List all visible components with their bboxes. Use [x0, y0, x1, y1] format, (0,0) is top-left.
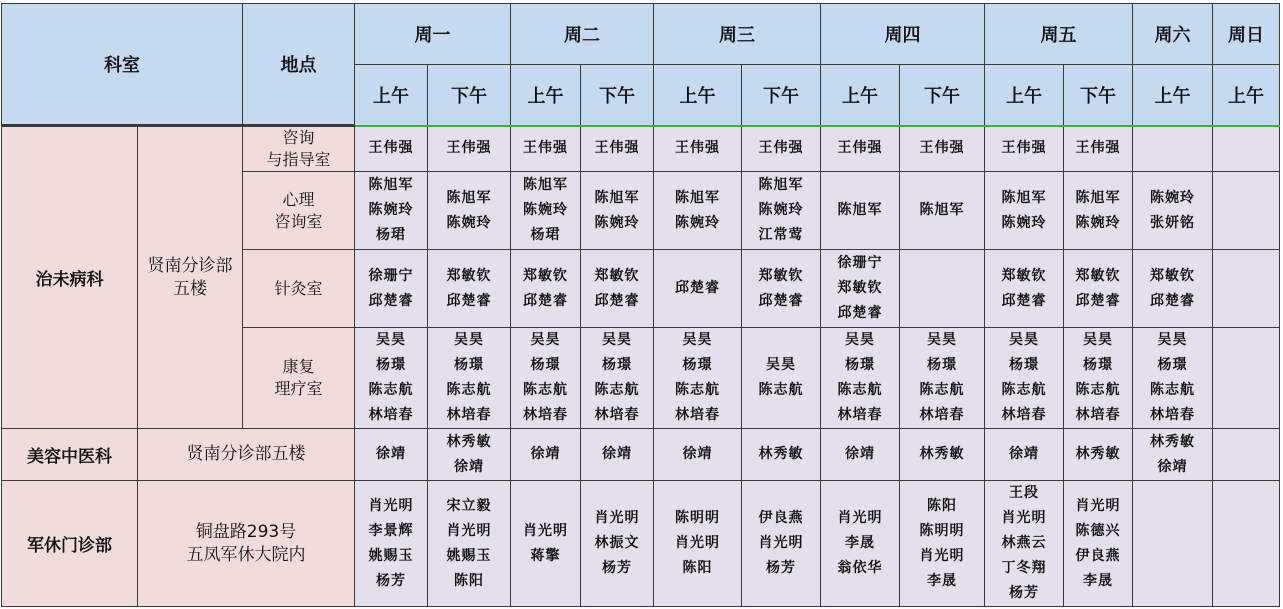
doctor-name: 杨璟: [376, 357, 406, 373]
doctor-name: 王伟强: [446, 140, 492, 157]
doctor-name: 王段: [1009, 485, 1039, 501]
doctor-name: 吴昊: [1157, 332, 1188, 348]
doctor-name: 吴昊: [927, 332, 957, 348]
schedule-cell: [511, 172, 581, 250]
doctor-name: 肖光明: [675, 535, 720, 551]
room-cell: [243, 250, 355, 328]
schedule-cell: [654, 328, 742, 429]
doctor-name: 吴昊: [1009, 332, 1039, 348]
schedule-cell: [900, 250, 985, 328]
header-slot: 上午: [511, 65, 581, 126]
doctor-name: 陈旭军: [1075, 189, 1121, 206]
doctor-name: 徐靖: [845, 446, 875, 462]
doctor-name: 肖光明: [758, 535, 804, 551]
room-name-line: 针灸室: [274, 278, 323, 298]
doctor-name: 徐靖: [530, 446, 561, 462]
doctor-name: 徐靖: [376, 446, 406, 462]
doctor-name: 陈志航: [1001, 382, 1047, 398]
schedule-cell: [1133, 250, 1213, 328]
doctor-name: 陈志航: [368, 382, 414, 398]
schedule-cell: [742, 429, 821, 481]
schedule-cell: [985, 126, 1064, 172]
schedule-cell: [428, 172, 511, 250]
schedule-cell: [1213, 328, 1280, 429]
schedule-cell: [654, 429, 742, 481]
doctor-name: 肖光明: [919, 547, 965, 564]
doctor-name: 吴昊: [682, 332, 713, 348]
doctor-name: 陈志航: [837, 382, 883, 398]
location-line: 五凤军休大院内: [186, 544, 306, 565]
doctor-name: 伊良燕: [758, 510, 804, 526]
schedule-cell: [428, 429, 511, 481]
doctor-name: 吴昊: [376, 332, 406, 348]
doctor-name: 陈明明: [919, 522, 965, 539]
doctor-name: 陈阳: [454, 572, 484, 589]
header-slot: 上午: [1133, 65, 1213, 126]
doctor-name: 林秀敏: [446, 433, 492, 450]
doctor-name: 郑敏钦: [1075, 267, 1121, 284]
doctor-name: 徐珊宁: [837, 255, 883, 271]
doctor-name: 林培春: [523, 407, 568, 423]
doctor-name: 邱楚睿: [523, 292, 568, 309]
doctor-name: 林培春: [919, 407, 965, 423]
doctor-name: 王伟强: [368, 140, 414, 157]
doctor-name: 王伟强: [837, 140, 883, 157]
schedule-cell: [821, 429, 900, 481]
header-slot: 上午: [821, 65, 900, 126]
schedule-cell: [355, 250, 428, 328]
header-slot: 上午: [654, 65, 742, 126]
doctor-name: 陈旭军: [523, 177, 568, 193]
header-day: 周六: [1133, 4, 1213, 65]
doctor-name: 陈婉玲: [446, 214, 492, 231]
schedule-cell: [1133, 328, 1213, 429]
doctor-name: 陈志航: [758, 382, 804, 398]
doctor-name: 吴昊: [454, 332, 484, 348]
doctor-name: 江常莺: [758, 227, 804, 243]
schedule-cell: [1133, 481, 1213, 607]
schedule-cell: [900, 126, 985, 172]
schedule-cell: [355, 172, 428, 250]
header-slot: 上午: [355, 65, 428, 126]
doctor-name: 王伟强: [594, 140, 640, 157]
schedule-cell: [1213, 172, 1280, 250]
doctor-name: 陈志航: [594, 382, 640, 398]
schedule-cell: [428, 481, 511, 607]
schedule-cell: [428, 126, 511, 172]
doctor-name: 李景辉: [368, 522, 414, 539]
schedule-cell: [985, 328, 1064, 429]
schedule-cell: [821, 328, 900, 429]
doctor-name: 郑敏钦: [523, 267, 568, 284]
doctor-name: 陈旭军: [446, 189, 492, 206]
schedule-cell: [900, 429, 985, 481]
doctor-name: 邱楚睿: [594, 292, 640, 309]
doctor-name: 杨珺: [530, 227, 561, 243]
schedule-cell: [742, 172, 821, 250]
schedule-cell: [1064, 250, 1133, 328]
schedule-cell: [581, 328, 654, 429]
location-line: 五楼: [173, 278, 207, 299]
header-day: 周一: [355, 4, 511, 65]
header-slot: 下午: [900, 65, 985, 126]
doctor-name: 肖光明: [1075, 497, 1121, 514]
doctor-name: 杨芳: [376, 572, 406, 589]
doctor-name: 王伟强: [675, 140, 720, 157]
room-name-line: 康复: [282, 357, 315, 376]
schedule-cell: [821, 172, 900, 250]
doctor-name: 陈婉玲: [758, 202, 804, 218]
doctor-name: 蒋擎: [530, 547, 561, 564]
schedule-cell: [985, 429, 1064, 481]
location-cell: [138, 126, 243, 429]
doctor-name: 杨璟: [1083, 357, 1113, 373]
doctor-name: 杨璟: [1009, 357, 1039, 373]
doctor-name: 杨璟: [927, 357, 957, 373]
doctor-name: 杨芳: [602, 560, 632, 576]
doctor-name: 杨璟: [682, 357, 713, 373]
header-slot: 下午: [742, 65, 821, 126]
department-cell: 美容中医科: [2, 429, 138, 481]
schedule-cell: [581, 126, 654, 172]
doctor-name: 邱楚睿: [675, 280, 720, 296]
location-cell: [138, 429, 355, 481]
schedule-cell: [355, 126, 428, 172]
header-slot: 上午: [1213, 65, 1280, 126]
doctor-name: 张妍铭: [1150, 214, 1195, 231]
doctor-name: 王伟强: [919, 140, 965, 157]
schedule-cell: [511, 328, 581, 429]
schedule-cell: [900, 481, 985, 607]
room-name-line: 理疗室: [274, 379, 323, 398]
doctor-name: 郑敏钦: [594, 267, 640, 284]
doctor-name: 杨璟: [845, 357, 875, 373]
doctor-name: 李晟: [927, 572, 957, 589]
schedule-cell: [1064, 172, 1133, 250]
doctor-name: 陈明明: [675, 510, 720, 526]
schedule-cell: [900, 328, 985, 429]
doctor-name: 林培春: [837, 407, 883, 423]
schedule-cell: [581, 172, 654, 250]
schedule-cell: [654, 250, 742, 328]
doctor-name: 林培春: [1150, 407, 1195, 423]
schedule-cell: [581, 429, 654, 481]
schedule-cell: [1133, 126, 1213, 172]
doctor-name: 邱楚睿: [1075, 292, 1121, 309]
doctor-name: 翁依华: [837, 560, 883, 576]
schedule-cell: [742, 126, 821, 172]
doctor-name: 林培春: [446, 407, 492, 423]
doctor-name: 陈婉玲: [1075, 214, 1121, 231]
schedule-table: [1, 3, 1280, 607]
doctor-name: 陈志航: [446, 382, 492, 398]
doctor-name: 郑敏钦: [837, 280, 883, 296]
schedule-cell: [654, 481, 742, 607]
doctor-name: 肖光明: [523, 522, 568, 539]
doctor-name: 王伟强: [758, 140, 804, 157]
schedule-cell: [1213, 126, 1280, 172]
doctor-name: 陈阳: [682, 560, 713, 576]
room-cell: [243, 126, 355, 172]
location-line: 铜盘路293号: [195, 521, 297, 542]
doctor-name: 郑敏钦: [1150, 267, 1195, 284]
schedule-cell: [1064, 328, 1133, 429]
doctor-name: 杨珺: [376, 227, 406, 243]
header-day: 周三: [654, 4, 821, 65]
schedule-cell: [654, 172, 742, 250]
schedule-cell: [985, 250, 1064, 328]
schedule-cell: [355, 429, 428, 481]
doctor-name: 林秀敏: [1150, 433, 1195, 450]
doctor-name: 吴昊: [1083, 332, 1113, 348]
doctor-name: 林秀敏: [758, 446, 804, 462]
doctor-name: 徐珊宁: [368, 267, 414, 284]
header-location: 地点: [243, 4, 355, 126]
doctor-name: 丁冬翔: [1001, 560, 1047, 576]
doctor-name: 王伟强: [1075, 140, 1121, 157]
doctor-name: 邱楚睿: [837, 305, 883, 321]
doctor-name: 林振文: [594, 535, 640, 551]
doctor-name: 肖光明: [594, 510, 640, 526]
doctor-name: 肖光明: [1001, 510, 1047, 526]
doctor-name: 林培春: [1001, 407, 1047, 423]
doctor-name: 李晟: [1083, 572, 1113, 589]
schedule-cell: [511, 250, 581, 328]
schedule-cell: [985, 481, 1064, 607]
doctor-name: 陈婉玲: [523, 202, 568, 218]
doctor-name: 陈婉玲: [1150, 189, 1195, 206]
doctor-name: 邱楚睿: [1001, 292, 1047, 309]
schedule-cell: [1213, 429, 1280, 481]
doctor-name: 陈阳: [927, 497, 957, 514]
doctor-name: 杨璟: [602, 357, 632, 373]
location-line: 贤南分诊部: [147, 255, 233, 276]
doctor-name: 陈德兴: [1075, 522, 1121, 539]
department-cell: 军休门诊部: [2, 481, 138, 607]
schedule-cell: [428, 250, 511, 328]
doctor-name: 杨璟: [1157, 357, 1188, 373]
doctor-name: 陈志航: [1150, 382, 1195, 398]
doctor-name: 肖光明: [446, 522, 492, 539]
doctor-name: 陈旭军: [1001, 189, 1047, 206]
doctor-name: 邱楚睿: [758, 292, 804, 309]
doctor-name: 王伟强: [523, 140, 568, 157]
doctor-name: 郑敏钦: [758, 267, 804, 284]
doctor-name: 徐靖: [1157, 458, 1188, 475]
doctor-name: 姚赐玉: [446, 547, 492, 564]
room-cell: [243, 328, 355, 429]
doctor-name: 王伟强: [1001, 140, 1047, 157]
schedule-cell: [511, 429, 581, 481]
schedule-cell: [1064, 429, 1133, 481]
doctor-name: 陈志航: [1075, 382, 1121, 398]
doctor-name: 吴昊: [602, 332, 632, 348]
schedule-cell: [900, 172, 985, 250]
table-row: [2, 481, 1280, 607]
doctor-name: 郑敏钦: [1001, 267, 1047, 284]
doctor-name: 林秀敏: [919, 446, 965, 462]
department-cell: 治未病科: [2, 126, 138, 429]
doctor-name: 陈志航: [919, 382, 965, 398]
doctor-name: 杨芳: [766, 560, 796, 576]
doctor-name: 杨璟: [454, 357, 484, 373]
schedule-body: [2, 126, 1280, 607]
doctor-name: 吴昊: [845, 332, 875, 348]
doctor-name: 杨芳: [1009, 585, 1039, 601]
schedule-cell: [985, 172, 1064, 250]
doctor-name: 陈旭军: [368, 177, 414, 193]
schedule-cell: [581, 481, 654, 607]
schedule-cell: [821, 126, 900, 172]
table-row: [2, 126, 1280, 172]
header-slot: 下午: [428, 65, 511, 126]
doctor-name: 陈婉玲: [594, 214, 640, 231]
doctor-name: 肖光明: [368, 497, 414, 514]
room-name-line: 心理: [282, 189, 315, 209]
schedule-cell: [742, 481, 821, 607]
schedule-cell: [355, 481, 428, 607]
schedule-cell: [742, 328, 821, 429]
doctor-name: 徐靖: [454, 458, 484, 475]
doctor-name: 宋立毅: [446, 497, 492, 514]
doctor-name: 林培春: [675, 407, 720, 423]
doctor-name: 吴昊: [766, 357, 796, 373]
location-cell: [138, 481, 355, 607]
schedule-cell: [511, 481, 581, 607]
header-day: 周日: [1213, 4, 1280, 65]
doctor-name: 陈旭军: [919, 202, 965, 218]
header-day: 周二: [511, 4, 654, 65]
schedule-cell: [1213, 481, 1280, 607]
header-slot: 下午: [581, 65, 654, 126]
doctor-name: 陈旭军: [758, 177, 804, 193]
room-cell: [243, 172, 355, 250]
schedule-cell: [654, 126, 742, 172]
header-day: 周五: [985, 4, 1133, 65]
doctor-name: 林秀敏: [1075, 446, 1121, 462]
schedule-cell: [428, 328, 511, 429]
doctor-name: 邱楚睿: [446, 292, 492, 309]
schedule-cell: [821, 250, 900, 328]
schedule-cell: [1133, 172, 1213, 250]
schedule-cell: [821, 481, 900, 607]
schedule-cell: [1133, 429, 1213, 481]
doctor-name: 林培春: [368, 407, 414, 423]
doctor-name: 林培春: [594, 407, 640, 423]
doctor-name: 陈志航: [675, 382, 720, 398]
location-line: 贤南分诊部五楼: [186, 444, 306, 464]
doctor-name: 杨璟: [530, 357, 561, 373]
schedule-cell: [1064, 126, 1133, 172]
doctor-name: 李晟: [845, 535, 875, 551]
doctor-name: 徐靖: [1009, 446, 1039, 462]
header-slot: 下午: [1064, 65, 1133, 126]
schedule-cell: [742, 250, 821, 328]
room-name-line: 与指导室: [266, 150, 331, 169]
header-slot: 上午: [985, 65, 1064, 126]
header-dept: 科室: [2, 4, 243, 126]
doctor-name: 林培春: [1075, 407, 1121, 423]
doctor-name: 徐靖: [602, 446, 632, 462]
room-name-line: 咨询: [282, 128, 315, 147]
doctor-name: 陈婉玲: [368, 202, 414, 218]
doctor-name: 陈婉玲: [1001, 214, 1047, 231]
doctor-name: 陈旭军: [675, 189, 720, 206]
schedule-cell: [511, 126, 581, 172]
schedule-cell: [1213, 250, 1280, 328]
header-day: 周四: [821, 4, 985, 65]
table-row: [2, 429, 1280, 481]
room-name-line: 咨询室: [274, 211, 323, 231]
doctor-name: 邱楚睿: [368, 292, 414, 309]
doctor-name: 陈志航: [523, 382, 568, 398]
doctor-name: 邱楚睿: [1150, 292, 1195, 309]
doctor-name: 陈旭军: [594, 189, 640, 206]
doctor-name: 吴昊: [530, 332, 561, 348]
schedule-cell: [1064, 481, 1133, 607]
doctor-name: 林燕云: [1001, 535, 1047, 551]
doctor-name: 徐靖: [682, 446, 713, 462]
doctor-name: 陈旭军: [837, 202, 883, 218]
doctor-name: 伊良燕: [1075, 547, 1121, 564]
doctor-name: 郑敏钦: [446, 267, 492, 284]
doctor-name: 陈婉玲: [675, 214, 720, 231]
doctor-name: 肖光明: [837, 510, 883, 526]
doctor-name: 姚赐玉: [368, 547, 414, 564]
schedule-cell: [581, 250, 654, 328]
schedule-cell: [355, 328, 428, 429]
